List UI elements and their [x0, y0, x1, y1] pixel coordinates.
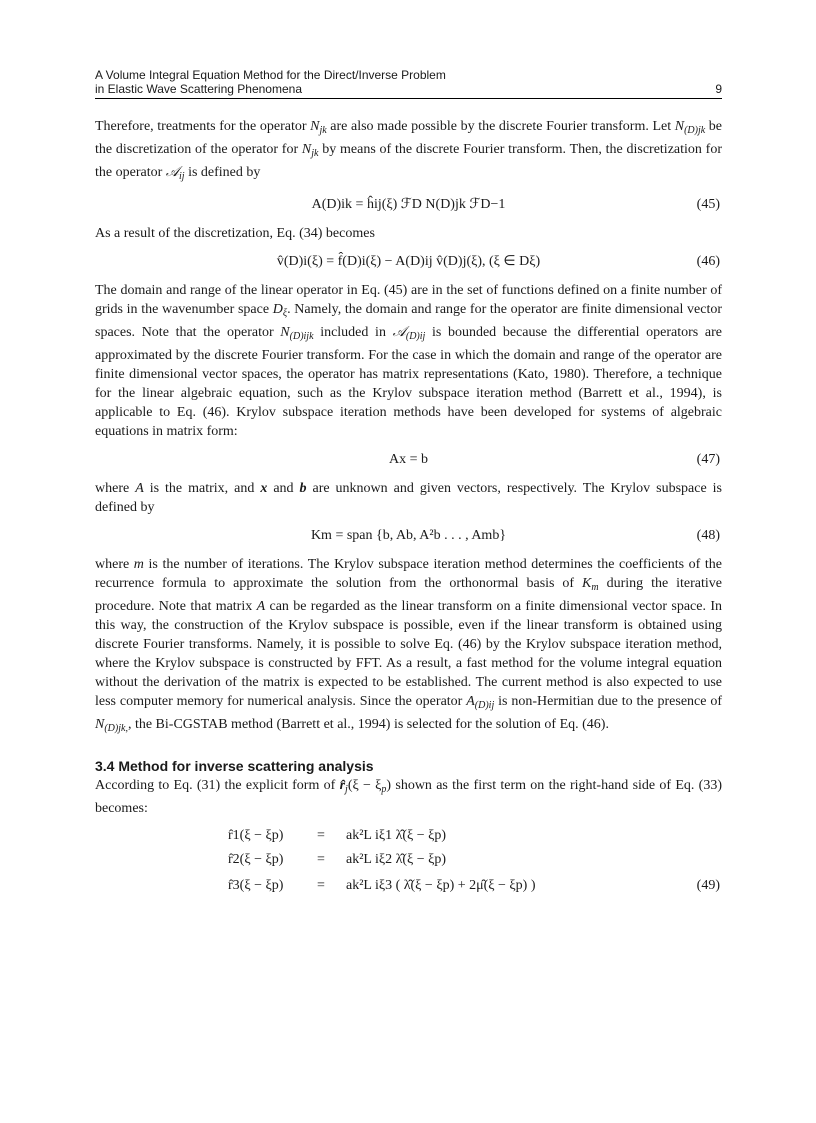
paragraph-2: As a result of the discretization, Eq. (34) becomes	[95, 226, 375, 241]
equation-45	[95, 186, 722, 224]
paragraph-4: where A is the matrix, and x and b are unknown and given vectors, respectively. The Krylov subspace is defined by	[95, 481, 723, 515]
equation-46-body: v̂(D)i(ξ) = f̂(D)i(ξ) − A(D)ij v̂(D)j(ξ), (ξ ∈ Dξ)	[276, 254, 541, 269]
section-heading: 3.4 Method for inverse scattering analysis	[95, 758, 374, 774]
header-rule	[95, 98, 722, 99]
equation-47-number: (47)	[696, 452, 720, 467]
equation-47	[95, 441, 722, 479]
page-number: 9	[715, 82, 722, 96]
equation-46	[95, 243, 722, 281]
paragraph-3: The domain and range of the linear operator in Eq. (45) are in the set of functions defined on a finite number of grids in the wavenumber space $D_\xi$. Namely, the domain and range for the operator are finite dimensional vector spaces. Note that the operator $N_{(D)ijk}$ included in 𝒜$_{(D)ij}$ is bounded because the differential operators are approximated by the discrete Fourier transform. For the case in which the domain and range of the operator are finite dimensional vector spaces, the operator has matrix representations (Kato, 1980). Therefore, a technique for the linear algebraic equation, such as the Krylov subspace iteration method (Barrett et al., 1994), is applicable to Eq. (46). Krylov subspace iteration methods have been developed for systems of algebraic equations in matrix form:	[95, 283, 722, 439]
equation-47-body: Ax = b	[388, 452, 428, 467]
equation-48-number: (48)	[696, 528, 720, 543]
equation-49-row-2: r̂2(ξ − ξp) = ak²L iξ2 λ̂̂(ξ − ξp)	[228, 852, 447, 867]
equation-48-body: Km = span {b, Ab, A²b . . . , Amb}	[310, 528, 507, 543]
page-body	[95, 117, 722, 904]
equation-48	[95, 517, 722, 555]
equation-49-row-3: r̂3(ξ − ξp) = ak²L iξ3 ( λ̂̂(ξ − ξp) + 2μ̂̂(ξ − ξp) ) (49)	[228, 878, 720, 893]
equation-49	[95, 826, 722, 904]
equation-45-body: A(D)ik = ĥij(ξ) ℱD N(D)jk ℱD−1	[311, 197, 506, 212]
equation-49-number: (49)	[696, 878, 720, 893]
equation-46-number: (46)	[696, 254, 720, 269]
equation-45-number: (45)	[696, 197, 720, 212]
header-title-line1: A Volume Integral Equation Method for the Direct/Inverse Problem	[95, 68, 446, 82]
equation-49-row-1: r̂1(ξ − ξp) = ak²L iξ1 λ̂̂(ξ − ξp)	[228, 828, 447, 843]
running-header	[95, 68, 722, 96]
paragraph-1: Therefore, treatments for the operator $N_{jk}$ are also made possible by the discrete Fourier transform. Let $N_{(D)jk}$ be the discretization of the operator for $N_{jk}$ by means of the discrete Fourier transform. Then, the discretization for the operator 𝒜$_{ij}$ is defined by	[95, 119, 723, 182]
paragraph-6: According to Eq. (31) the explicit form of $r̂_j(\xi - \xi_p)$ shown as the first term on the right-hand side of Eq. (33) becomes:	[95, 778, 723, 816]
paragraph-5: where m is the number of iterations. The Krylov subspace iteration method determines the coefficients of the recurrence formula to approximate the solution from the orthonormal basis of $K_m$ during the iterative procedure. Note that matrix A can be regarded as the linear transform on a finite dimensional vector space. In this way, the construction of the Krylov subspace is possible, even if the linear transform is obtained using discrete Fourier transforms. Namely, it is possible to solve Eq. (46) by the Krylov subspace iteration method, where the Krylov subspace is constructed by FFT. As a result, a fast method for the volume integral equation without the derivation of the matrix is expected to be established. The current method is also expected to use less computer memory for numerical analysis. Since the operator $A_{(D)ij}$ is non-Hermitian due to the presence of $N_{(D)jk,}$, the Bi-CGSTAB method (Barrett et al., 1994) is selected for the solution of Eq. (46).	[95, 557, 723, 734]
header-title-line2: in Elastic Wave Scattering Phenomena	[95, 82, 302, 96]
